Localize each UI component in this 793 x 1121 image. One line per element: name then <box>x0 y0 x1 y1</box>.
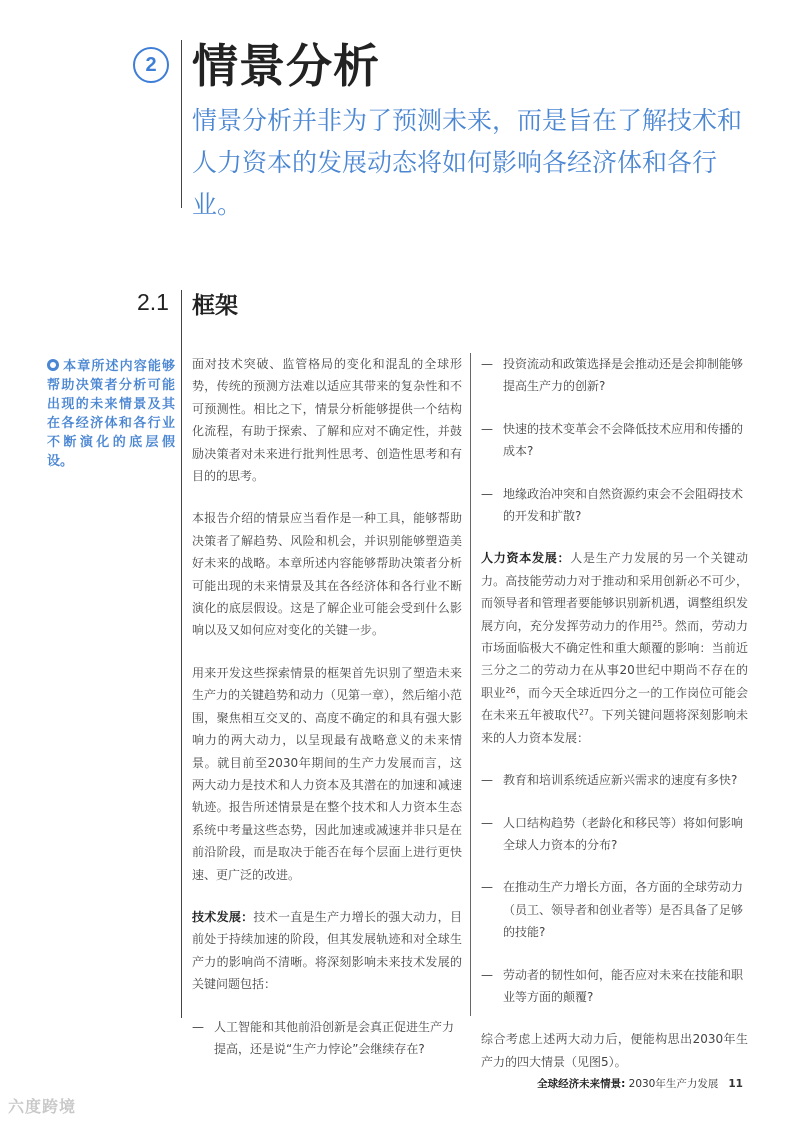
section-number: 2.1 <box>137 289 169 315</box>
paragraph-label: 人力资本发展： <box>481 551 571 566</box>
sidebar-callout <box>47 357 175 471</box>
paragraph: 技术发展：技术一直是生产力增长的强大动力，目前处于持续加速的阶段，但其发展轨迹和对全球生产力的影响尚不清晰。将深刻影响未来技术发展的关键问题包括： <box>192 909 462 992</box>
footnote-ref: 27 <box>578 708 590 718</box>
chapter-number-badge: 2 <box>133 47 169 83</box>
section-divider <box>181 290 182 1018</box>
watermark-logo: 六度跨境 <box>8 1097 77 1116</box>
footnote-ref: 26 <box>505 685 516 695</box>
quote-icon <box>47 359 59 371</box>
list-item: — 投资流动和政策选择是会推动还是会抑制能够提高生产力的创新? <box>481 357 744 394</box>
list-item: — 地缘政治冲突和自然资源约束会不会阻碍技术的开发和扩散? <box>481 486 744 524</box>
footer-subtitle: 2030年生产力发展 <box>628 1078 719 1090</box>
page-number: 11 <box>728 1078 743 1090</box>
section-title: 框架 <box>192 293 238 319</box>
footnote-ref: 25 <box>652 618 663 628</box>
paragraph: 人力资本发展：人是生产力发展的另一个关键动力。高技能劳动力对于推动和采用创新必不可少，而领导者和管理者要能够识别新机遇，调整组织发展方向，充分发挥劳动力的作用$^{25}$。然而，劳动力市场面临极大不确定性和重大颠覆的影响：当前近三分之二的劳动力在从事20世纪中期尚不存在的职业$^{26}$，而今天全球近四分之一的工作岗位可能会在未来五年被取代$^{27}$。下列关键问题将深刻影响未来的人力资本发展： <box>481 551 748 745</box>
paragraph: 本报告介绍的情景应当看作是一种工具，能够帮助决策者了解趋势、风险和机会，并识别能够塑造美好未来的战略。本章所述内容能够帮助决策者分析可能出现的未来情景及其在各经济体和各行业不断演化的底层假设。这是了解企业可能会受到什么影响以及又如何应对变化的关键一步。 <box>192 511 462 638</box>
footer-report-title: 全球经济未来情景: <box>537 1078 626 1090</box>
paragraph: 用来开发这些探索情景的框架首先识别了塑造未来生产力的关键趋势和动力（见第一章），然后缩小范围，聚焦相互交叉的、高度不确定的和具有强大影响力的两大动力，以呈现最有战略意义的未来情景。就目前至2030年期间的生产力发展而言，这两大动力是技术和人力资本及其潜在的加速和减速轨迹。报告所述情景是在整个技术和人力资本生态系统中考量这些态势，因此加速或减速并非只是在前沿阶段，而是取决于能否在每个层面上进行更快速、更广泛的改进。 <box>192 665 463 882</box>
list-item: — 人工智能和其他前沿创新是会真正促进生产力提高，还是说“生产力悖论”会继续存在? <box>192 1016 462 1061</box>
callout-text: 本章所述内容能够帮助决策者分析可能出现的未来情景及其在各经济体和各行业不断演化的底层假设。 <box>47 359 175 469</box>
chapter-title: 情景分析 <box>192 39 380 93</box>
paragraph-label: 技术发展： <box>192 909 254 924</box>
paragraph: 综合考虑上述两大动力后，便能构思出2030年生产力的四大情景（见图5）。 <box>481 1032 748 1069</box>
paragraph: 面对技术突破、监管格局的变化和混乱的全球形势，传统的预测方法难以适应其带来的复杂性和不可预测性。相比之下，情景分析能够提供一个结构化流程，有助于探索、了解和应对不确定性，并鼓励决策者对未来进行批判性思考、创造性思考和有目的的思考。 <box>192 357 462 484</box>
body-column-right <box>481 353 748 1093</box>
column-divider <box>470 353 471 1016</box>
page-footer <box>537 1076 743 1091</box>
bullet-dash: — <box>192 1019 204 1034</box>
list-item: — 劳动者的韧性如何，能否应对未来在技能和职业等方面的颠覆? <box>481 967 744 1004</box>
list-item: — 人口结构趋势（老龄化和移民等）将如何影响全球人力资本的分布? <box>481 815 744 852</box>
body-column-left <box>192 353 462 1080</box>
header-divider <box>181 40 182 208</box>
list-item: — 快速的技术变革会不会降低技术应用和传播的成本? <box>481 421 744 459</box>
chapter-subtitle: 情景分析并非为了预测未来，而是旨在了解技术和人力资本的发展动态将如何影响各经济体和各行业。 <box>192 106 743 219</box>
list-item: — 教育和培训系统适应新兴需求的速度有多快? <box>481 773 738 788</box>
list-item: — 在推动生产力增长方面，各方面的全球劳动力（员工、领导者和创业者等）是否具备了足够的技能? <box>481 880 744 940</box>
